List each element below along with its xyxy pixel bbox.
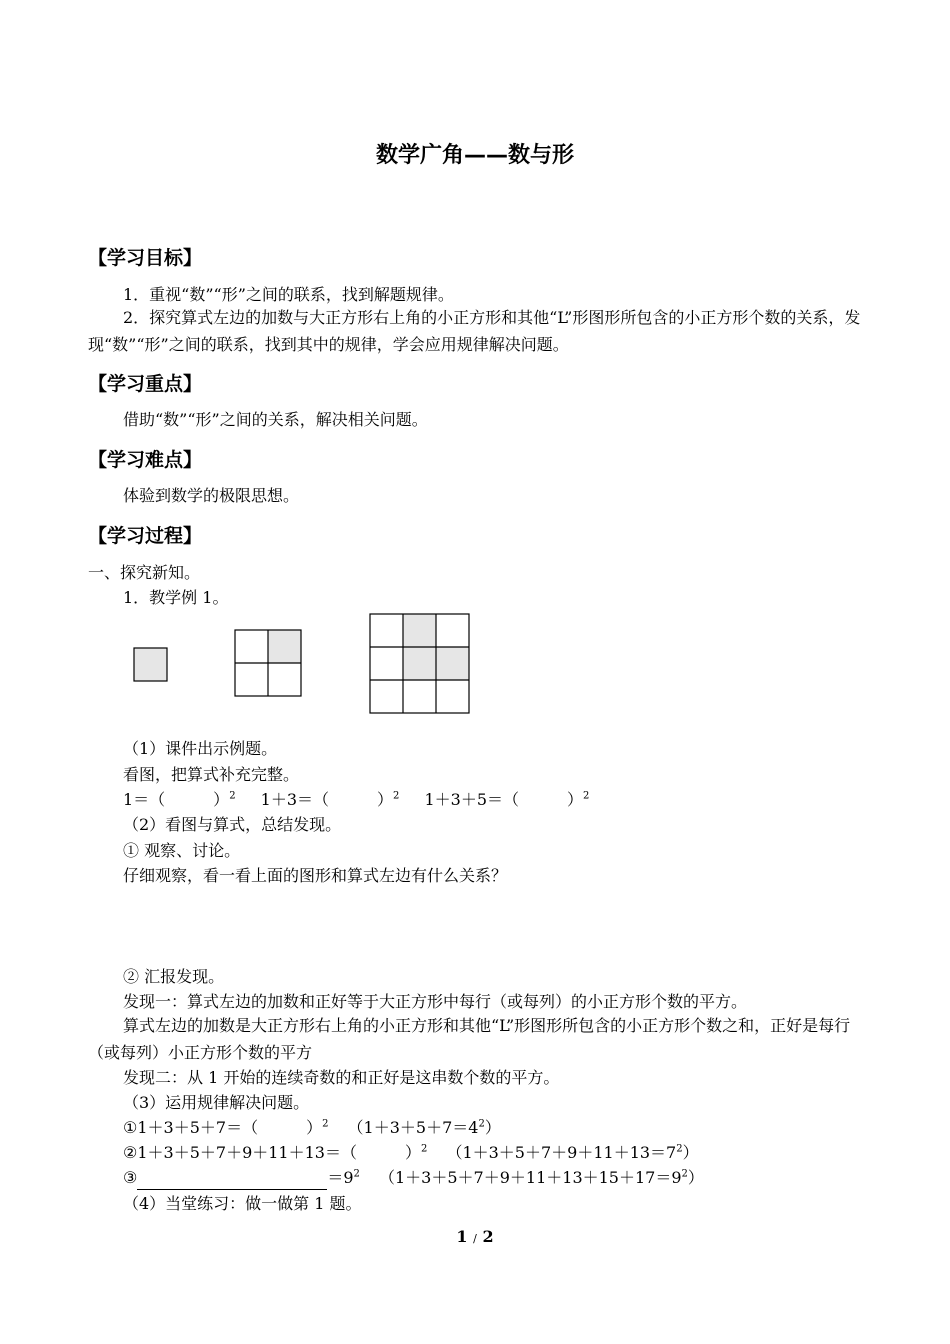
square-2x2 <box>235 630 301 696</box>
key-points-heading: 【学习重点】 <box>88 373 203 395</box>
q3-blank <box>137 1173 327 1190</box>
q2-sup: 2 <box>420 1143 428 1155</box>
page-total: 2 <box>482 1227 494 1246</box>
q3-left: ③ <box>123 1168 138 1187</box>
page-separator: / <box>473 1232 477 1245</box>
q1-left: ①1＋3＋5＋7＝（ ） <box>123 1118 323 1137</box>
page-number <box>0 1227 950 1246</box>
q3-end: ） <box>687 1168 704 1187</box>
observe: ① 观察、讨论。 <box>123 841 241 860</box>
question-2 <box>123 1141 699 1165</box>
observe-question: 仔细观察，看一看上面的图形和算式左边有什么关系？ <box>123 866 508 885</box>
equation-a: 1＝（ ） <box>123 790 230 809</box>
q3-mid: ＝9 <box>327 1168 354 1187</box>
step1-prompt: 看图，把算式补充完整。 <box>123 765 300 784</box>
question-1 <box>123 1116 501 1140</box>
equation-row <box>123 788 589 812</box>
equation-b: 1＋3＝（ ） <box>260 790 394 809</box>
square-figures <box>120 608 480 718</box>
question-3 <box>123 1166 704 1190</box>
sup-c: 2 <box>583 790 590 802</box>
sup-a: 2 <box>229 790 236 802</box>
q1-ans-sup: 2 <box>478 1118 485 1130</box>
step4: （4）当堂练习：做一做第 1 题。 <box>123 1194 362 1213</box>
finding-1-detail: 算式左边的加数是大正方形右上角的小正方形和其他“L”形图形所包含的小正方形个数之和，正好是每行（或每列）小正方形个数的平方 <box>88 1016 851 1062</box>
q2-end: ） <box>682 1143 699 1162</box>
goals-heading: 【学习目标】 <box>88 247 203 269</box>
page-title: 数学广角——数与形 <box>375 143 574 168</box>
finding-1: 发现一：算式左边的加数和正好等于大正方形中每行（或每列）的小正方形个数的平方。 <box>123 992 748 1011</box>
q1-end: ） <box>484 1118 501 1137</box>
process-heading: 【学习过程】 <box>88 525 203 547</box>
q1-sup: 2 <box>322 1118 329 1130</box>
q3-ans-sup: 2 <box>681 1168 688 1180</box>
difficulties-text: 体验到数学的极限思想。 <box>123 486 300 505</box>
q2-left: ②1＋3＋5＋7＋9＋11＋13＝（ ） <box>123 1143 421 1162</box>
q3-answer: （1＋3＋5＋7＋9＋11＋13＋15＋17＝9 <box>379 1168 682 1187</box>
q2-answer: （1＋3＋5＋7＋9＋11＋13＝7 <box>446 1143 677 1162</box>
step1: （1）课件出示例题。 <box>123 739 278 758</box>
sup-b: 2 <box>393 790 400 802</box>
q2-ans-sup: 2 <box>676 1143 683 1155</box>
square-1x1 <box>134 648 167 681</box>
equation-c: 1＋3＋5＝（ ） <box>424 790 584 809</box>
square-3x3 <box>370 614 469 713</box>
difficulties-heading: 【学习难点】 <box>88 449 203 471</box>
goal-item-1: 1．重视“数”“形”之间的联系，找到解题规律。 <box>123 285 454 304</box>
finding-2: 发现二：从 1 开始的连续奇数的和正好是这串数个数的平方。 <box>123 1068 560 1087</box>
goal-item-2: 2．探究算式左边的加数与大正方形右上角的小正方形和其他“L”形图形所包含的小正方形个数的关系，发现“数”“形”之间的联系，找到其中的规律，学会应用规律解决问题。 <box>88 308 861 354</box>
key-points-text: 借助“数”“形”之间的关系，解决相关问题。 <box>123 410 428 429</box>
q1-answer: （1＋3＋5＋7＝4 <box>347 1118 479 1137</box>
report: ② 汇报发现。 <box>123 967 225 986</box>
step3: （3）运用规律解决问题。 <box>123 1093 310 1112</box>
example-title: 1．教学例 1。 <box>123 588 229 607</box>
step2: （2）看图与算式，总结发现。 <box>123 815 342 834</box>
q3-sup: 2 <box>353 1168 360 1180</box>
part1-title: 一、探究新知。 <box>88 563 201 582</box>
page-current: 1 <box>456 1227 468 1246</box>
